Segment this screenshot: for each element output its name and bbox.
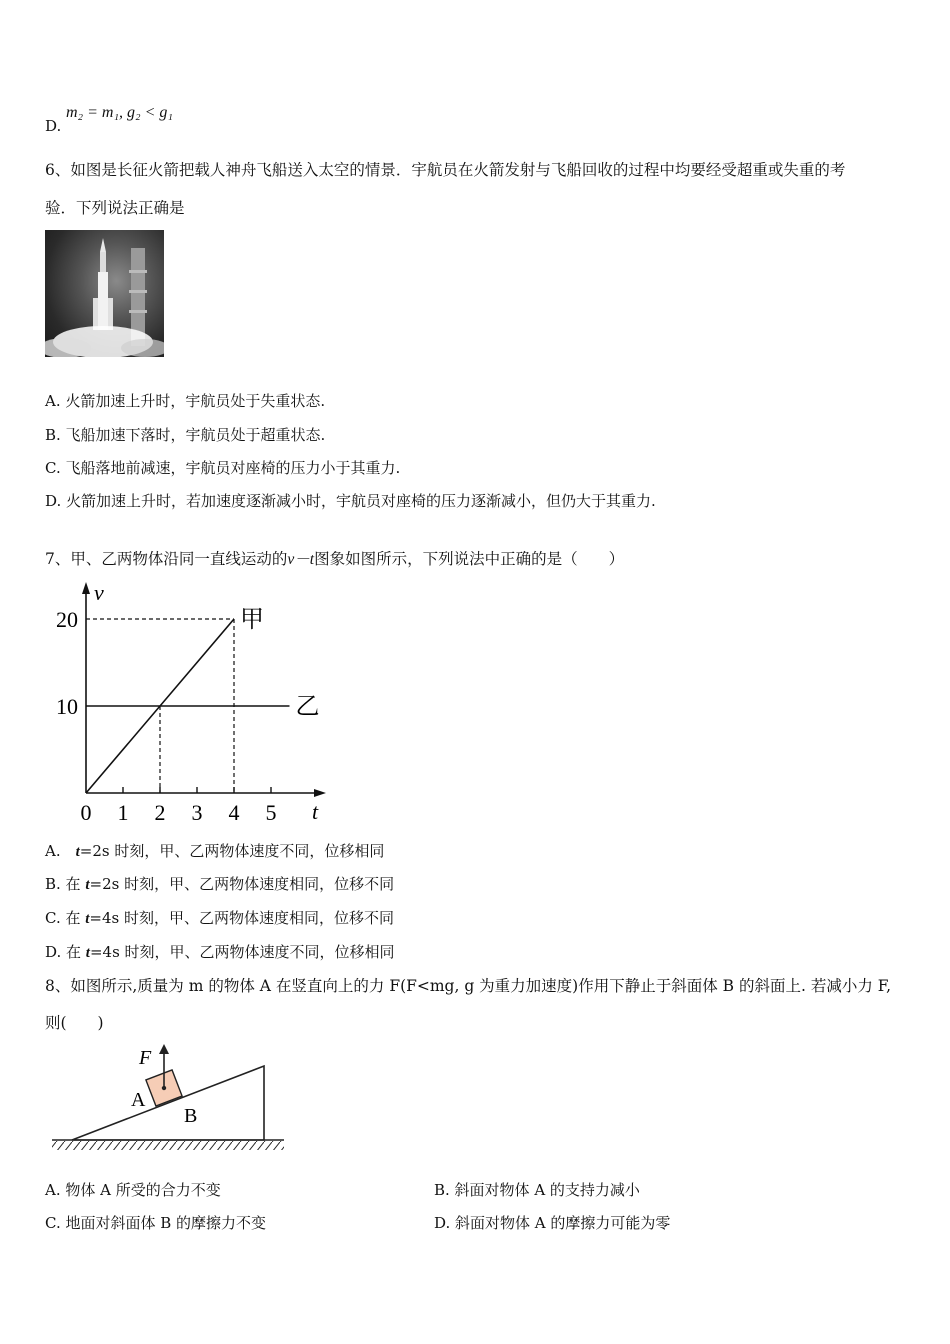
q7-option-d-prefix: D. 在 <box>45 943 86 961</box>
q5-option-d-label: D. <box>45 117 62 135</box>
q7-option-b-var: t <box>85 877 90 893</box>
q7-option-c-var: t <box>85 911 90 927</box>
ground-hatch <box>52 1141 284 1150</box>
q6-stem-line2: 验．下列说法正确是 <box>45 199 185 217</box>
q7-option-a <box>45 841 384 862</box>
q6-option-c: C. 飞船落地前减速，宇航员对座椅的压力小于其重力. <box>45 459 401 477</box>
q6-option-a: A. 火箭加速上升时，宇航员处于失重状态. <box>45 392 326 410</box>
force-arrowhead <box>159 1044 169 1054</box>
y-tick-label: 20 <box>56 607 78 632</box>
x-tick-label: 1 <box>117 800 129 825</box>
q7-option-b-rest: =2s 时刻，甲、乙两物体速度相同，位移不同 <box>89 875 395 893</box>
x-tick-label: 2 <box>154 800 166 825</box>
q7-option-c-prefix: C. 在 <box>45 909 86 927</box>
block-label: A <box>131 1089 146 1111</box>
x-tick-label: 4 <box>228 800 240 825</box>
q7-option-a-rest: =2s 时刻，甲、乙两物体速度不同，位移相同 <box>79 842 385 860</box>
x-axis-arrowhead <box>314 789 326 797</box>
q7-option-a-var: t <box>75 844 80 860</box>
q7-option-a-prefix: A. <box>45 842 76 860</box>
q8-stem-line2: 则( ) <box>45 1014 104 1032</box>
rocket-launch-photo <box>45 230 164 357</box>
series-label-jia: 甲 <box>240 607 264 633</box>
q6-stem-line1: 6、如图是长征火箭把载人神舟飞船送入太空的情景．宇航员在火箭发射与飞船回收的过程中均要经受超重或失重的考 <box>45 161 846 179</box>
x-tick-label: 5 <box>265 800 277 825</box>
y-axis-label: v <box>94 580 104 605</box>
q7-stem-prefix: 7、甲、乙两物体沿同一直线运动的 <box>45 550 288 568</box>
q8-option-c: C. 地面对斜面体 B 的摩擦力不变 <box>45 1214 267 1232</box>
q7-option-c <box>45 908 394 929</box>
wedge-label: B <box>184 1105 198 1127</box>
q7-option-b <box>45 874 394 895</box>
q8-option-a: A. 物体 A 所受的合力不变 <box>45 1181 221 1199</box>
q8-stem-line1: 8、如图所示,质量为 m 的物体 A 在竖直向上的力 F(F<mg, g 为重力加速度)作用下静止于斜面体 B 的斜面上. 若减小力 F, <box>45 977 892 995</box>
incline-figure <box>48 1042 288 1154</box>
x-axis-label: t <box>312 799 319 824</box>
q6-option-d: D. 火箭加速上升时，若加速度逐渐减小时，宇航员对座椅的压力逐渐减小，但仍大于其重力. <box>45 492 656 510</box>
q7-stem-suffix: 图象如图所示，下列说法中正确的是（ ） <box>314 550 625 568</box>
q7-stem-var: v－t <box>287 551 315 568</box>
x-tick-label: 3 <box>191 800 203 825</box>
q7-option-c-rest: =4s 时刻，甲、乙两物体速度相同，位移不同 <box>89 909 395 927</box>
q5-option-d-formula: m₂ = m₁, g₂ < g₁ <box>66 104 173 121</box>
q7-stem <box>45 549 624 570</box>
q8-option-d: D. 斜面对物体 A 的摩擦力可能为零 <box>434 1214 671 1232</box>
q6-option-b: B. 飞船加速下落时，宇航员处于超重状态. <box>45 426 326 444</box>
force-label: F <box>139 1047 152 1069</box>
y-tick-label: 10 <box>56 694 78 719</box>
q7-option-b-prefix: B. 在 <box>45 875 86 893</box>
series-label-yi: 乙 <box>295 694 320 720</box>
y-axis-arrowhead <box>82 582 90 594</box>
q7-option-d-var: t <box>85 945 90 961</box>
q7-option-d <box>45 942 395 963</box>
q7-option-d-rest: =4s 时刻，甲、乙两物体速度不同，位移相同 <box>89 943 395 961</box>
x-tick-label: 0 <box>80 800 92 825</box>
q8-option-b: B. 斜面对物体 A 的支持力减小 <box>434 1181 640 1199</box>
vt-chart <box>40 580 340 830</box>
